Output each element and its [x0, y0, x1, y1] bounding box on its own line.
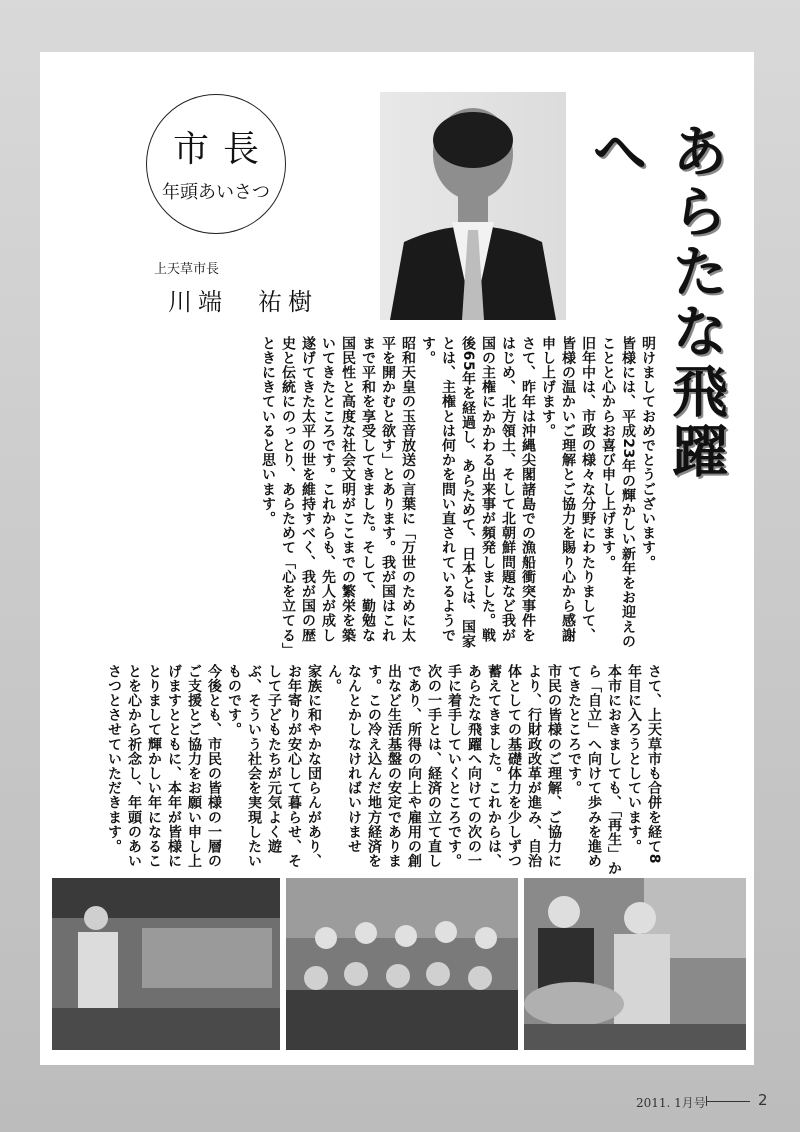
body-text-upper — [88, 336, 658, 654]
paragraph: 皆様には、平成23年の輝かしい新年をお迎えのことと心からお喜び申し上げます。 — [600, 336, 636, 649]
title-badge — [146, 94, 286, 234]
paragraph: さて、上天草市も合併を経て8年目に入ろうとしています。 — [626, 664, 662, 865]
paragraph: 家族に和やかな団らんがあり、お年寄りが安心して暮らせ、そして子どもたちが元気よく遊ぶ、そういう社会を実現したいものです。 — [226, 664, 322, 869]
page-number: 2 — [758, 1091, 768, 1109]
mayor-portrait — [380, 92, 566, 320]
badge-subtitle: 年頭あいさつ — [162, 182, 270, 203]
paragraph: 明けましておめでとうございます。 — [640, 336, 656, 570]
author-name: 川端 祐樹 — [168, 288, 318, 316]
paragraph: 次の一手とは、経済の立て直しであり、所得の向上や雇用の創出など生活基盤の安定であります。この冷え込んだ地方経済をなんとかしなければいけません。 — [326, 664, 442, 869]
headline: あらたな飛躍へ — [583, 122, 728, 482]
paragraph: さて、昨年は沖縄尖閣諸島での漁船衝突事件をはじめ、北方領土、そして北朝鮮問題など我が国の主権にかかわる出来事が頻発しました。戦後65年を経過し、あらためて、日本とは、国家とは、主権とは何かを問い直されているようです。 — [420, 336, 536, 649]
paragraph: 市民の皆様のご理解、ご協力により、行財政改革が進み、自治体としての基礎体力を少しずつ蓄えてきました。これからは、あらたな飛躍へ向けての次の一手に着手していくところです。 — [446, 664, 562, 869]
photo-cooking — [524, 878, 746, 1050]
badge-title: 市長 — [172, 129, 273, 170]
paragraph: 旧年中は、市政の様々な分野にわたりまして、皆様の温かいご理解とご協力を賜り心から感謝申し上げます。 — [540, 336, 596, 643]
author-role: 上天草市長 — [154, 262, 220, 277]
photo-children — [286, 878, 518, 1050]
paragraph: 今後とも、市民の皆様の一層のご支援とご協力をお願い申し上げますとともに、本年が皆様にとりまして輝かしい年になることを心から祈念し、年頭のあいさつとさせていただきます。 — [106, 664, 222, 869]
paragraph: 昭和天皇の玉音放送の言葉に「万世のために太平を開かむと欲す」とあります。我が国はこれまで平和を享受してきました。そして、勤勉な国民性と高度な社会文明がここまでの繁栄を築いてきたところです。これからも、先人が成し遂げてきた太平の世を維持すべく、我が国の歴史と伝統にのっとり、あらためて「心を立てる」ときにきていると思います。 — [260, 336, 416, 651]
paragraph: 本市におきましても、「再生」から「自立」へ向けて歩みを進めてきたところです。 — [566, 664, 622, 876]
page-sheet — [40, 52, 754, 1065]
footer-issue: 2011. 1月号 — [636, 1096, 706, 1110]
body-text-lower — [104, 664, 664, 876]
footer-divider — [706, 1101, 750, 1102]
photo-store-event — [52, 878, 280, 1050]
